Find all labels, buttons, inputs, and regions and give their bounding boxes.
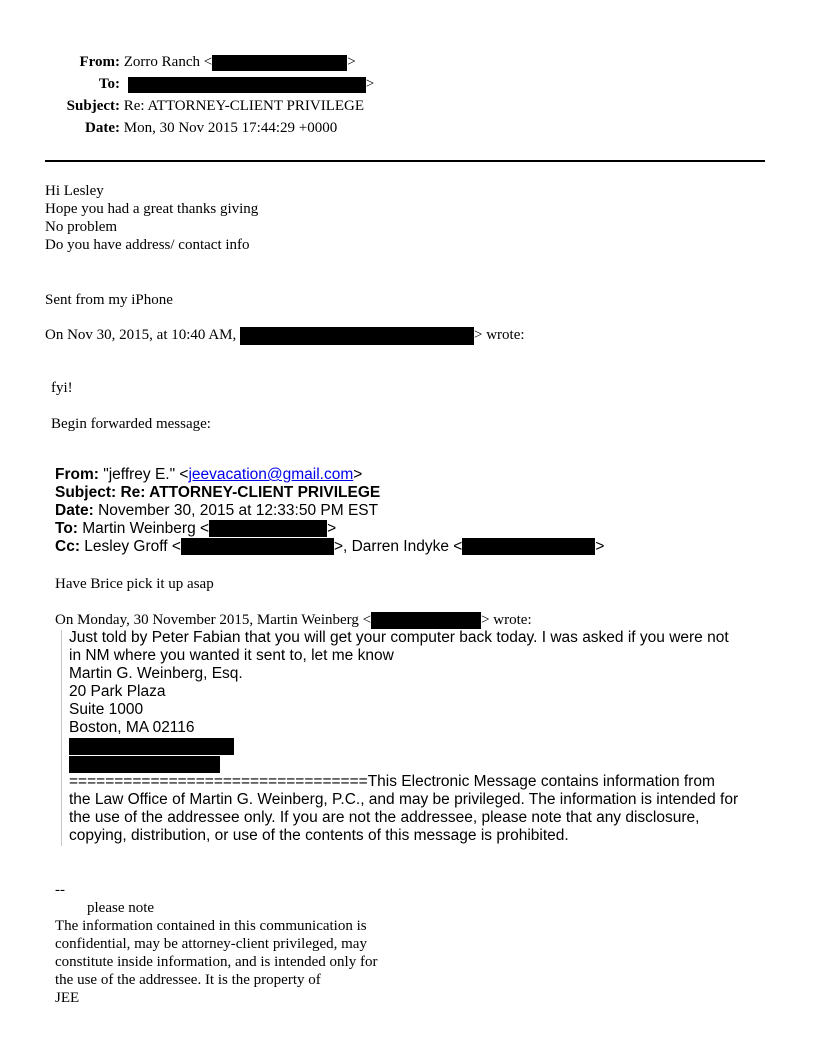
redaction-block <box>69 756 220 773</box>
fwd-from-row <box>55 466 362 484</box>
header-subject-label: Subject: <box>66 98 120 114</box>
quoted-notice: the Law Office of Martin G. Weinberg, P.C., and may be privileged. The information is intended for <box>69 791 739 808</box>
fwd-from-label: From: <box>55 466 99 483</box>
quote-intro <box>55 611 532 629</box>
header-from-name: Zorro Ranch < <box>123 54 213 70</box>
footer-dashes: -- <box>55 882 65 898</box>
fwd-from-name: "jeffrey E." < <box>103 466 189 483</box>
header-subject-row <box>40 97 364 115</box>
fwd-subject-label: Subject: <box>55 484 117 501</box>
quoted-notice: the use of the addressee only. If you are not the addressee, please note that any disclosure, <box>69 809 700 826</box>
fwd-to-close: > <box>327 520 337 537</box>
begin-forwarded: Begin forwarded message: <box>51 416 211 432</box>
quoted-notice: copying, distribution, or use of the contents of this message is prohibited. <box>69 827 569 844</box>
redaction-block <box>240 327 474 345</box>
fwd-cc-value2: >, Darren Indyke < <box>333 538 463 555</box>
header-date-value: Mon, 30 Nov 2015 17:44:29 +0000 <box>123 120 338 136</box>
body-line: No problem <box>45 219 118 235</box>
body-line: Do you have address/ contact info <box>45 237 250 253</box>
redacted-line <box>69 755 220 773</box>
redaction-block <box>212 55 347 71</box>
fwd-from-email-link[interactable]: jeevacation@gmail.com <box>188 466 354 483</box>
fwd-date-value: November 30, 2015 at 12:33:50 PM EST <box>98 502 379 519</box>
fwd-reply-text: Have Brice pick it up asap <box>55 576 214 592</box>
fwd-cc-close: > <box>595 538 605 555</box>
header-date-label: Date: <box>85 120 120 136</box>
footer-please-note: please note <box>87 900 155 916</box>
quoted-line: Suite 1000 <box>69 701 144 718</box>
quoted-line: Boston, MA 02116 <box>69 719 195 736</box>
header-from-label: From: <box>79 54 120 70</box>
quoted-notice: =================================This Electronic Message contains information from <box>69 773 715 790</box>
fwd-from-close: > <box>353 466 363 483</box>
body-line: Hi Lesley <box>45 183 104 199</box>
fwd-to-label: To: <box>55 520 78 537</box>
header-date-row <box>40 119 337 137</box>
redaction-block <box>209 520 327 537</box>
quote-bar <box>61 630 62 846</box>
quote-intro-prefix: On Monday, 30 November 2015, Martin Weinberg < <box>55 612 372 628</box>
quoted-line: in NM where you wanted it sent to, let me know <box>69 647 394 664</box>
fwd-cc-row <box>55 538 604 556</box>
header-to-label: To: <box>98 76 120 92</box>
body-line: Hope you had a great thanks giving <box>45 201 259 217</box>
quoted-line: Just told by Peter Fabian that you will get your computer back today. I was asked if you were not <box>69 629 729 646</box>
header-divider <box>45 160 765 162</box>
redaction-block <box>462 538 595 555</box>
fwd-to-row <box>55 520 336 538</box>
wrote-prefix: On Nov 30, 2015, at 10:40 AM, <box>45 327 237 343</box>
footer-line: confidential, may be attorney-client privileged, may <box>55 936 367 952</box>
footer-line: JEE <box>55 990 80 1006</box>
fwd-subject-row <box>55 484 380 502</box>
header-to-close: > <box>365 76 375 92</box>
wrote-suffix: > wrote: <box>474 327 525 343</box>
footer-line: The information contained in this communication is <box>55 918 367 934</box>
redaction-block <box>128 77 366 93</box>
quote-intro-suffix: > wrote: <box>481 612 532 628</box>
fwd-to-value: Martin Weinberg < <box>82 520 210 537</box>
footer-line: the use of the addressee. It is the property of <box>55 972 321 988</box>
fwd-date-label: Date: <box>55 502 94 519</box>
wrote-line <box>45 326 525 345</box>
footer-line: constitute inside information, and is intended only for <box>55 954 378 970</box>
header-from-row <box>40 53 356 71</box>
header-from-close: > <box>347 54 356 70</box>
iphone-signature: Sent from my iPhone <box>45 292 173 308</box>
header-to-row <box>40 75 374 93</box>
redacted-line <box>69 737 234 755</box>
fwd-cc-value1: Lesley Groff < <box>84 538 181 555</box>
quoted-line: Martin G. Weinberg, Esq. <box>69 665 243 682</box>
redaction-block <box>69 738 234 755</box>
fwd-subject-value: Re: ATTORNEY-CLIENT PRIVILEGE <box>120 484 381 501</box>
redaction-block <box>181 538 334 555</box>
fwd-cc-label: Cc: <box>55 538 80 555</box>
fwd-date-row <box>55 502 378 520</box>
fyi-text: fyi! <box>51 380 73 396</box>
header-subject-value: Re: ATTORNEY-CLIENT PRIVILEGE <box>123 98 365 114</box>
quoted-line: 20 Park Plaza <box>69 683 166 700</box>
redaction-block <box>371 612 481 629</box>
